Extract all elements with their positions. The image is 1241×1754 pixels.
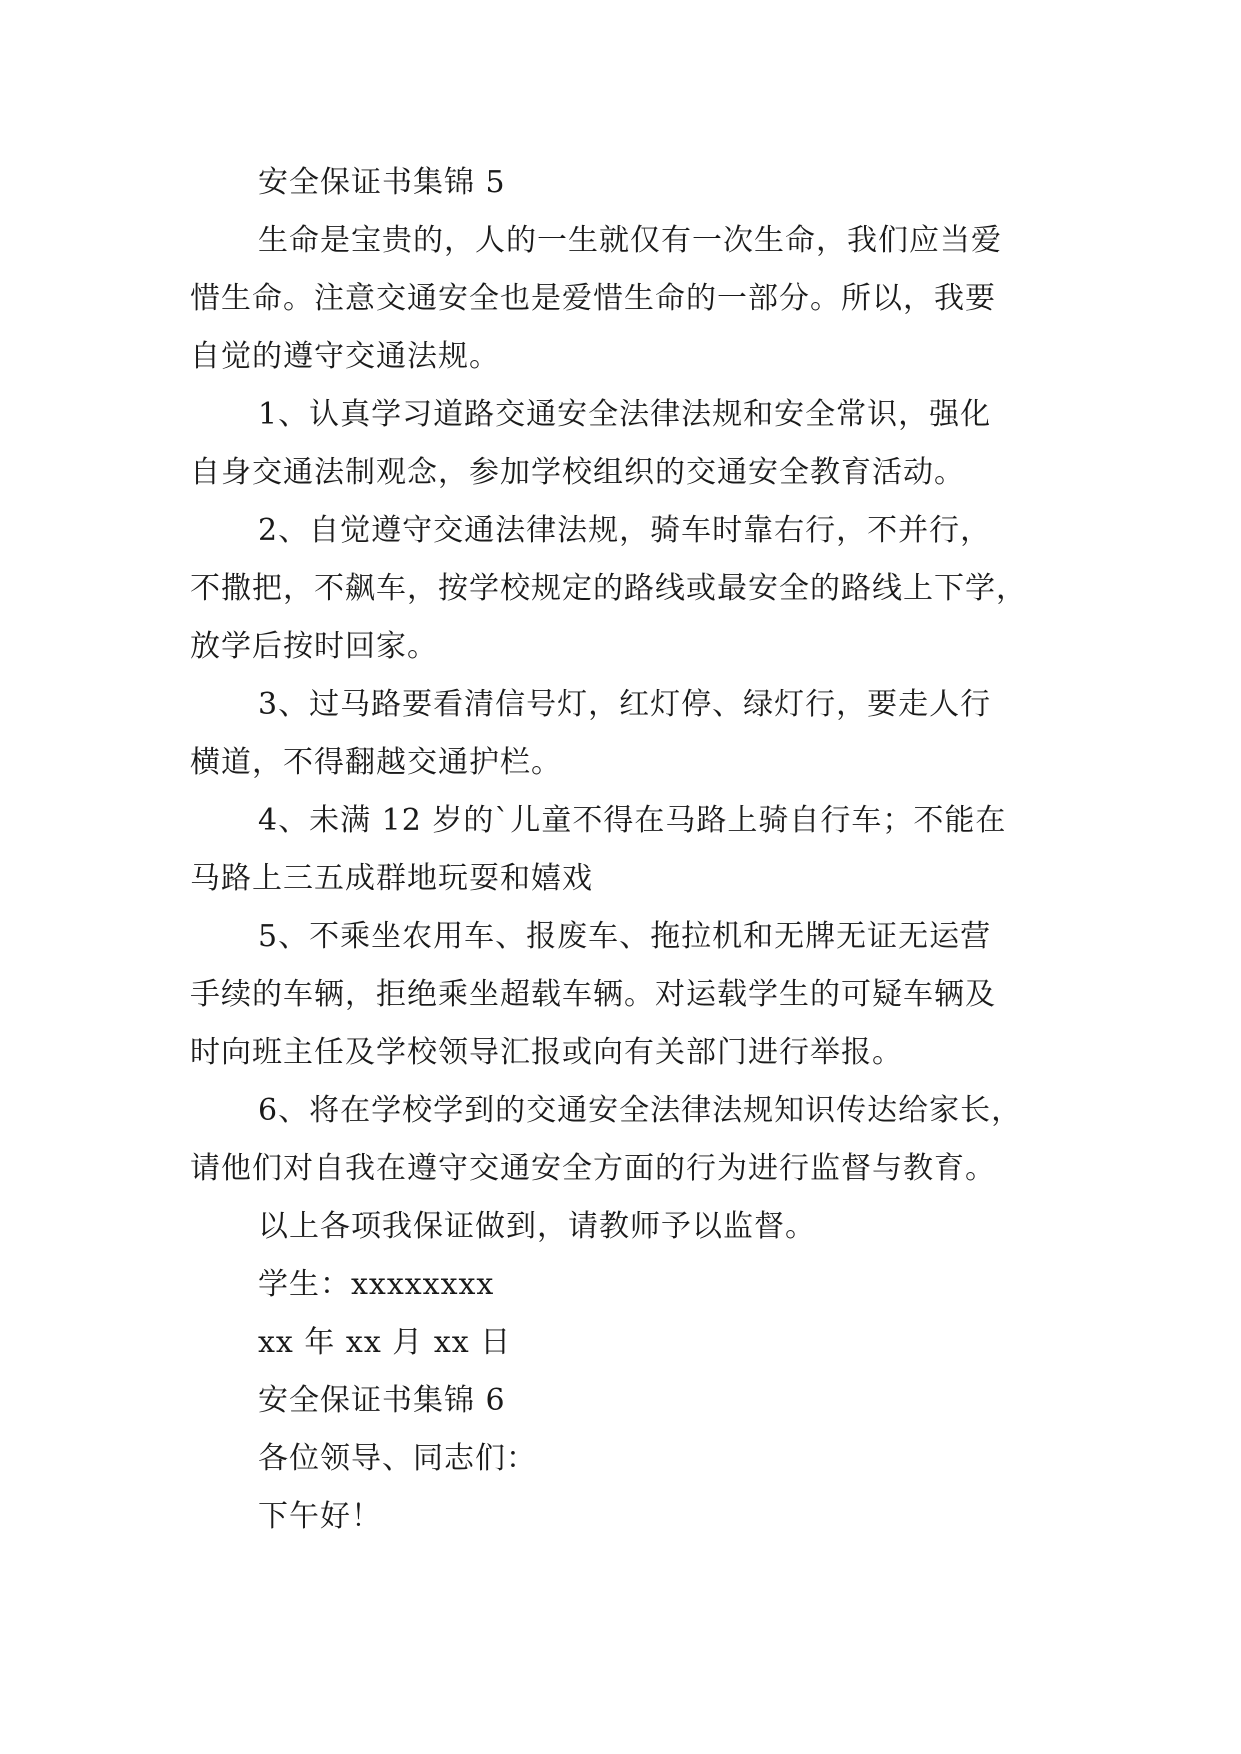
paragraph-line: 惜生命。注意交通安全也是爱惜生命的一部分。所以，我要 [190, 281, 996, 316]
closing-statement: 以上各项我保证做到，请教师予以监督。 [258, 1209, 816, 1244]
section-title: 安全保证书集锦 6 [258, 1383, 506, 1418]
student-signature: 学生：xxxxxxxx [258, 1267, 495, 1302]
list-item-6: 6、将在学校学到的交通安全法律法规知识传达给家长， [258, 1093, 1023, 1128]
list-item-2: 2、自觉遵守交通法律法规，骑车时靠右行，不并行， [258, 513, 992, 548]
list-item-5-continued: 手续的车辆，拒绝乘坐超载车辆。对运载学生的可疑车辆及 [190, 977, 996, 1012]
list-item-2-continued: 放学后按时回家。 [190, 629, 438, 664]
list-item-5: 5、不乘坐农用车、报废车、拖拉机和无牌无证无运营 [258, 919, 992, 954]
list-item-4-continued: 马路上三五成群地玩耍和嬉戏 [190, 861, 593, 896]
section-title: 安全保证书集锦 5 [258, 165, 506, 200]
list-item-1-continued: 自身交通法制观念，参加学校组织的交通安全教育活动。 [190, 455, 965, 490]
list-item-5-continued: 时向班主任及学校领导汇报或向有关部门进行举报。 [190, 1035, 903, 1070]
document-body [190, 154, 1062, 1546]
salutation: 各位领导、同志们： [258, 1441, 537, 1476]
date-line: xx 年 xx 月 xx 日 [258, 1325, 512, 1360]
paragraph-line: 自觉的遵守交通法规。 [190, 339, 500, 374]
list-item-3: 3、过马路要看清信号灯，红灯停、绿灯行，要走人行 [258, 687, 992, 722]
paragraph-line: 生命是宝贵的，人的一生就仅有一次生命，我们应当爱 [258, 223, 1002, 258]
list-item-1: 1、认真学习道路交通安全法律法规和安全常识，强化 [258, 397, 992, 432]
list-item-6-continued: 请他们对自我在遵守交通安全方面的行为进行监督与教育。 [190, 1151, 996, 1186]
list-item-3-continued: 横道，不得翻越交通护栏。 [190, 745, 562, 780]
list-item-4: 4、未满 12 岁的`儿童不得在马路上骑自行车；不能在 [258, 803, 1007, 838]
greeting: 下午好！ [258, 1499, 382, 1534]
list-item-2-continued: 不撒把，不飙车，按学校规定的路线或最安全的路线上下学， [190, 571, 1027, 606]
